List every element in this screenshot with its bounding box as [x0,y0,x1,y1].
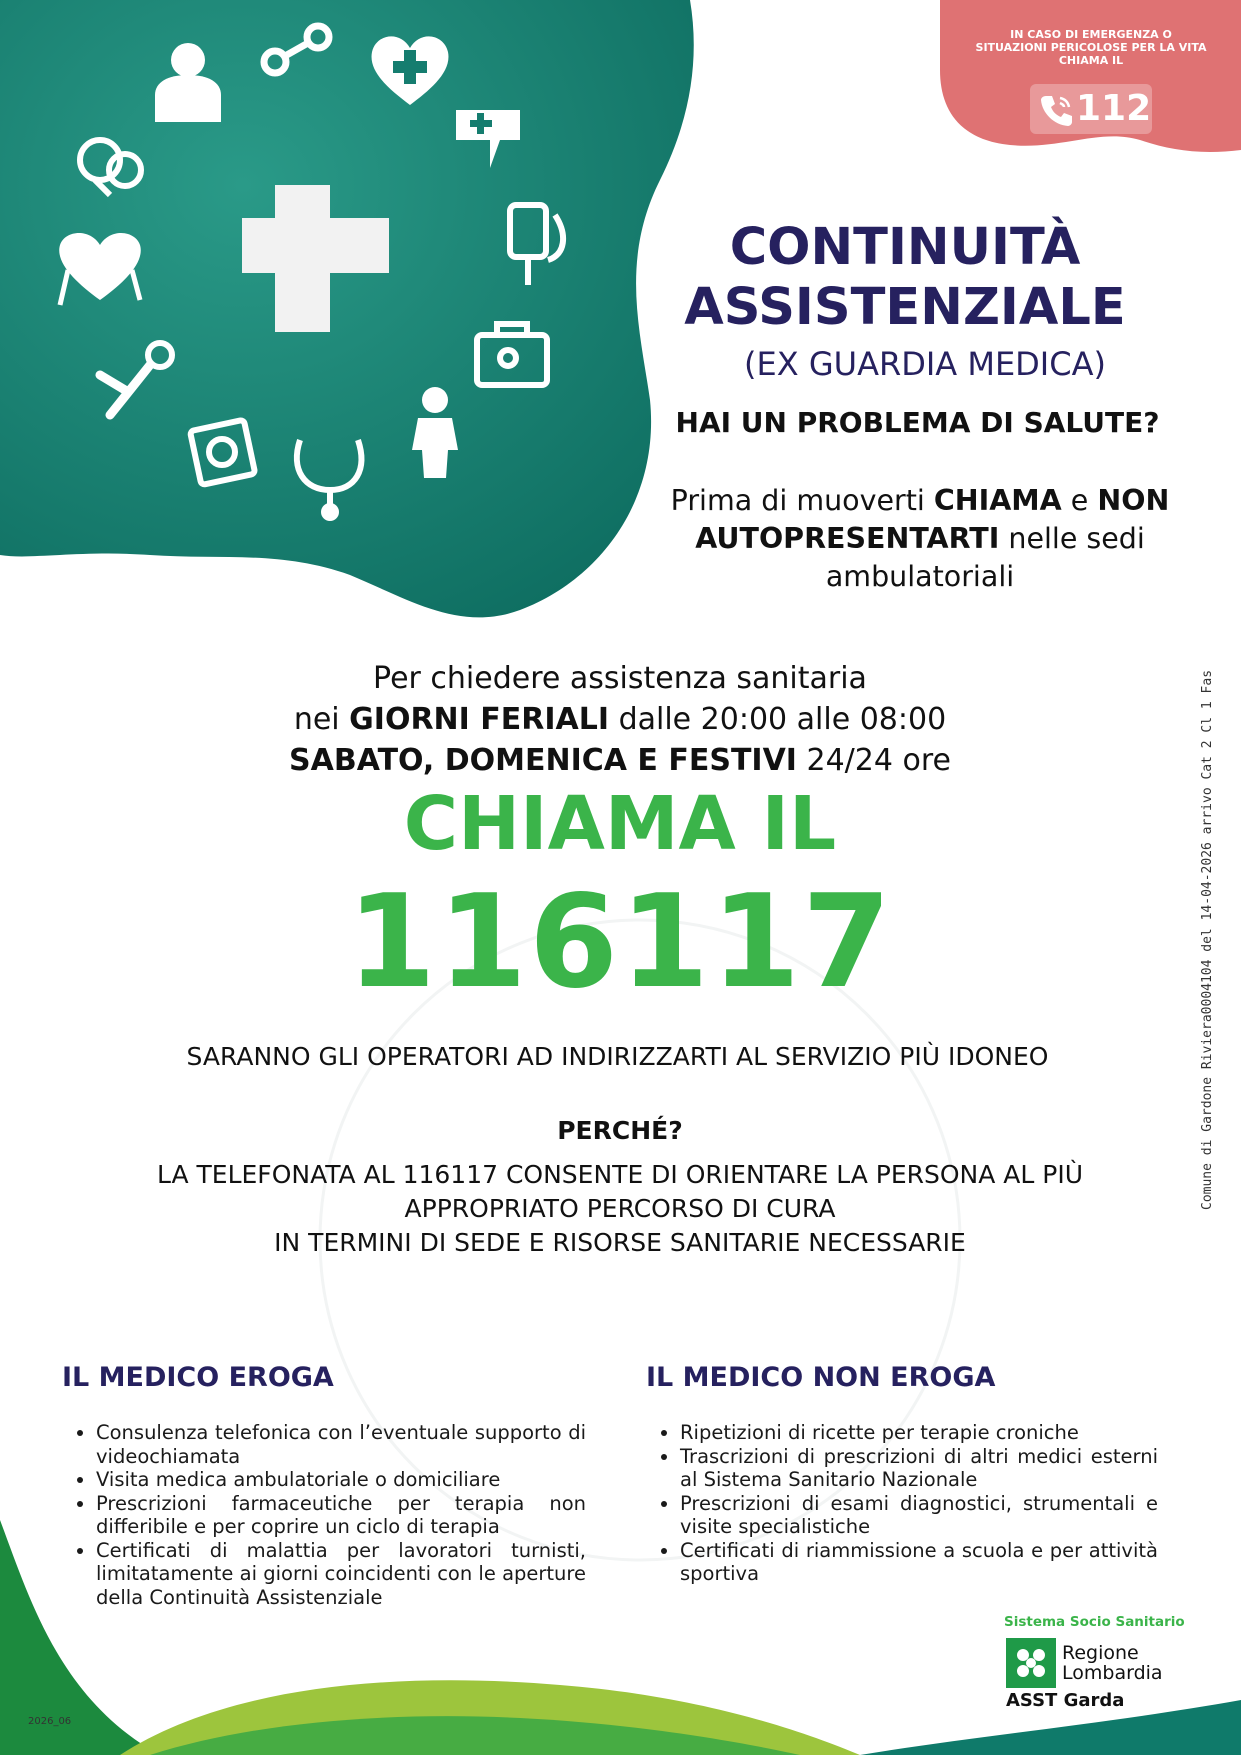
logo-system-text: Sistema Socio Sanitario [1004,1614,1185,1630]
heart-ecg-icon [59,233,141,305]
why-text: LA TELEFONATA AL 116117 CONSENTE DI ORIENTARE LA PERSONA AL PIÙ APPROPRIATO PERCORSO DI CURA IN TERMINI DI SEDE E RISORSE SANITARIE NECESSARIE [156,1160,1084,1257]
list-item: • Visita medica ambulatoriale o domiciliare [96,1468,586,1492]
non-eroga-list [646,1421,1158,1586]
pills-icon [264,26,329,73]
eroga-title: IL MEDICO EROGA [62,1362,334,1393]
health-question: HAI UN PROBLEMA DI SALUTE? [675,406,1160,439]
non-eroga-title: IL MEDICO NON EROGA [646,1362,996,1393]
tools-icon [100,343,172,415]
medical-icons-circle [0,0,640,600]
emergency-line-1: IN CASO DI EMERGENZA O [1010,28,1172,41]
heart-cross-icon [372,36,449,105]
list-item: • Prescrizioni di esami diagnostici, strumentali e visite specialistiche [680,1492,1158,1539]
emergency-line-3: CHIAMA IL [1058,54,1124,67]
list-item: • Prescrizioni farmaceutiche per terapia non differibile e per coprire un ciclo di terapia [96,1492,586,1539]
hours-line-3: SABATO, DOMENICA E FESTIVI 24/24 ore [289,743,951,778]
emergency-line-2: SITUAZIONI PERICOLOSE PER LA VITA [975,41,1207,54]
logo-asst: ASST Garda [1006,1690,1125,1711]
page-title [660,218,1150,338]
service-hours [170,658,1070,781]
list-item: • Certificati di riammissione a scuola e per attività sportiva [680,1539,1158,1586]
emergency-number: 112 [1076,88,1152,129]
call-label: CHIAMA IL [403,781,837,867]
emergency-number-box [1030,84,1152,134]
clock-card-icon [190,420,255,485]
list-item: • Consulenza telefonica con l’eventuale supporto di videochiamata [96,1421,586,1468]
regione-lombardia-logo-icon [1006,1638,1056,1688]
call-number: 116117 [346,868,894,1017]
speech-cross-icon [456,110,520,168]
eroga-column [62,1362,586,1609]
footer-code: 2026_06 [28,1716,72,1727]
phone-icon [1038,92,1074,128]
list-item: • Ripetizioni di ricette per terapie croniche [680,1421,1158,1445]
iv-bag-icon [510,205,563,285]
logo-region: Regione Lombardia [1062,1642,1163,1684]
title-line-2: ASSISTENZIALE [684,278,1126,337]
stethoscope-icon [297,440,362,518]
stethoscope-icon [80,140,141,195]
protocol-stamp: Comune di Gardone Riviera0004104 del 14-04-2026 arrivo Cat 2 Cl 1 Fas [1200,669,1215,1210]
list-item: • Certificati di malattia per lavoratori turnisti, limitatamente ai giorni coincidenti con le aperture della Continuità Assistenziale [96,1539,586,1610]
operators-text: SARANNO GLI OPERATORI AD INDIRIZZARTI AL SERVIZIO PIÙ IDONEO [186,1042,1049,1071]
hours-line-2: nei GIORNI FERIALI dalle 20:00 alle 08:00 [293,702,947,737]
hours-line-1: Per chiedere assistenza sanitaria [373,661,867,696]
non-eroga-column [646,1362,1158,1586]
list-item: • Trascrizioni di prescrizioni di altri medici esterni al Sistema Sanitario Nazionale [680,1445,1158,1492]
eroga-list [62,1421,586,1609]
doctor-icon [155,43,221,122]
page-subtitle: (EX GUARDIA MEDICA) [744,345,1106,383]
title-line-1: CONTINUITÀ [729,218,1081,277]
why-title: PERCHÉ? [557,1116,683,1145]
emergency-notice [960,28,1222,67]
medical-case-icon [477,324,547,385]
advice-text: Prima di muoverti CHIAMA e NON AUTOPRESENTARTI nelle sedi ambulatoriali [670,484,1170,593]
medical-cross-icon [242,185,389,332]
patient-icon [412,387,458,478]
